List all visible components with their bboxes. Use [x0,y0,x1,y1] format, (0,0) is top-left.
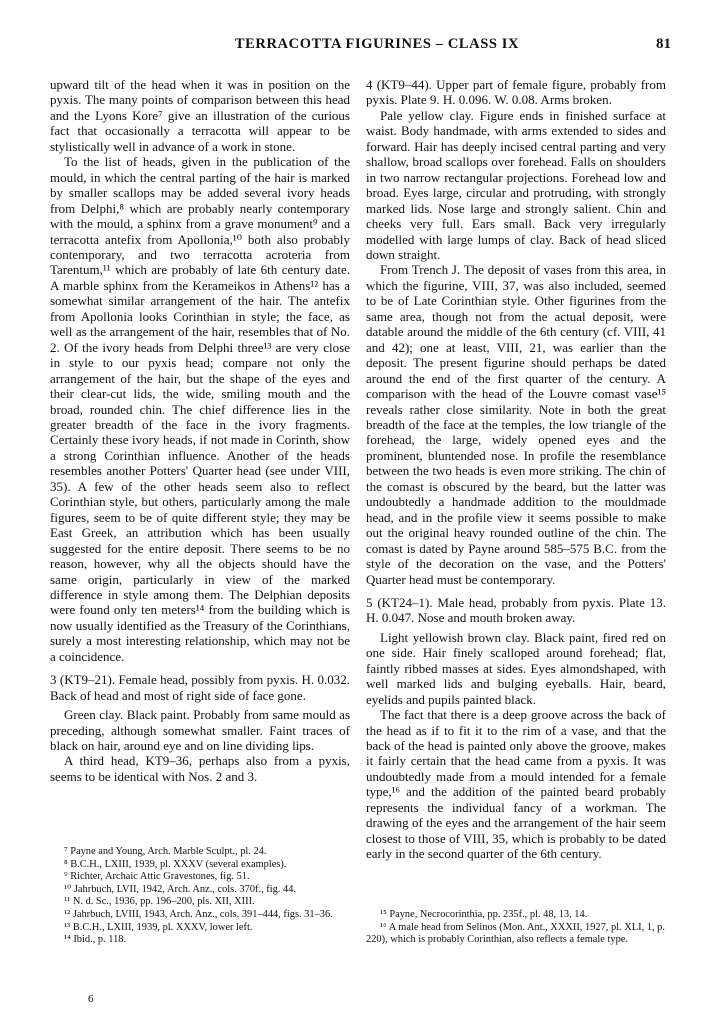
footnote: ⁷ Payne and Young, Arch. Marble Sculpt., pl. 24. [64,846,267,857]
paragraph: Light yellowish brown clay. Black paint, fired red on one side. Hair finely scalloped around forehead; flat, faintly ribbed masses at sides. Eyes almondshaped, with well marked lids and bulging eyeballs. Hair, beard, eyelids and pupils painted black. [366,629,666,707]
catalogue-entry: 4 (KT9–44). Upper part of female figure, probably from pyxis. Plate 9. H. 0.096. W. 0.08. Arms broken. [366,77,666,108]
footnote: ¹⁶ A male head from Selinos (Mon. Ant., XXXII, 1927, pl. XLI, 1, p. 220), which is probably Corinthian, also reflects a female type. [366,921,665,946]
footnote: ¹⁴ Ibid., p. 118. [64,934,127,946]
footnote: ¹³ B.C.H., LXIII, 1939, pl. XXXV, lower left. [64,921,253,933]
footnote: ⁸ B.C.H., LXIII, 1939, pl. XXXV (several examples). [64,858,287,870]
footnote: ¹² Jahrbuch, LVIII, 1943, Arch. Anz., cols. 391–444, figs. 31–36. [64,908,333,920]
footnote: ¹⁰ Jahrbuch, LVII, 1942, Arch. Anz., cols. 370f., fig. 44. [64,883,296,895]
signature-mark: 6 [88,993,94,1005]
catalogue-entry: 5 (KT24–1). Male head, probably from pyxis. Plate 13. H. 0.047. Nose and mouth broken away. [366,594,666,626]
footnote: ⁹ Richter, Archaic Attic Gravestones, fig. 51. [64,871,250,883]
footnotes-right [366,909,666,947]
running-head [0,36,714,56]
paragraph: To the list of heads, given in the publication of the mould, in which the central parting of the hair is marked by smaller scallops may be added several ivory heads from Delphi,⁸ which are probably nearly contemporary with the mould, a sphinx from a grave monument⁹ and a terracotta antefix from Apollonia,¹⁰ both also probably contemporary, and two terracotta acroteria from Tarentum,¹¹ which are probably of late 6th century date. A marble sphinx from the Kerameikos in Athens¹² has a somewhat similar arrangement of the hair. The antefix from Apollonia looks Corinthian in style; the face, as well as the arrangement of the hair, resembles that of No. 2. Of the ivory heads from Delphi three¹³ are very close in style to our pyxis head; compare not only the arrangement of the hair, but the shape of the eyes and their clear-cut lids, the wide, smiling mouth and the broad, rounded chin. The chief difference lies in the greater breadth of the face in the ivory fragments. Certainly these ivory heads, if not made in Corinth, show a strong Corinthian influence. Another of the heads resembles another Potters' Quarter head (see under VIII, 35). A few of the other heads seem also to reflect Corinthian style, but others, particularly among the male figures, seem to be of quite different style; they may be East Greek, an attribution which has been usually suggested for the entire deposit. There seems to be no reason, however, why all the objects should have the same origin, particularly in view of the marked difference in style among them. The Delphian deposits were found only ten meters¹⁴ from the building which is now usually identified as the Treasury of the Corinthians, surely a most interesting relationship, which may not be a coincidence. [50,154,350,664]
running-title: TERRACOTTA FIGURINES – CLASS IX [234,36,520,52]
paragraph: Green clay. Black paint. Probably from same mould as preceding, although somewhat smaller. Faint traces of black on hair, around eye and on line dividing lips. [50,707,350,754]
paragraph: upward tilt of the head when it was in position on the pyxis. The many points of comparison between this head and the Lyons Kore⁷ give an illustration of the curious fact that occasionally a terracotta will appear to be stylistically well in advance of a work in stone. [50,77,350,154]
catalogue-entry: 3 (KT9–21). Female head, possibly from pyxis. H. 0.032. Back of head and most of right side of face gone. [50,672,350,703]
paragraph: From Trench J. The deposit of vases from this area, in which the figurine, VIII, 37, was also included, seemed to be of Late Corinthian style. Other figurines from the same area, though not from the actual deposit, were datable around the middle of the 6th century (cf. VIII, 41 and 42); one at least, VIII, 21, was earlier than the deposit. The present figurine should perhaps be dated around the end of the first quarter of the century. A comparison with the head of the Louvre comast vase¹⁵ reveals rather close similarity. Note in both the great breadth of the face at the temples, the low triangle of the forehead, the large, widely opened eyes and the prominent, bluntended nose. In profile the resemblance between the two heads is even more striking. The chin of the comast is obscured by the beard, but the latter was undoubtedly a handmade addition to the mouldmade head, and in the profile view it seems possible to make out the original heavy rounded outline of the chin. The comast is dated by Payne around 585–575 B.C. from the style of the decoration on the vase, and the Potters' Quarter head must be contemporary. [366,262,666,587]
right-column [366,77,666,862]
paragraph: A third head, KT9–36, perhaps also from a pyxis, seems to be identical with Nos. 2 and 3. [50,753,350,784]
footnote: ¹⁵ Payne, Necrocorinthia, pp. 235f., pl. 48, 13, 14. [380,909,588,920]
footnote: ¹¹ N. d. Sc., 1936, pp. 196–200, pls. XII, XIII. [64,896,255,908]
paragraph: Pale yellow clay. Figure ends in finished surface at waist. Body handmade, with arms extended to sides and forward. Hair has deeply incised central parting and very shallow, broad scallops over forehead. Falls on shoulders in two narrow rectangular projections. Forehead low and broad. Eyes large, circular and protruding, with strongly marked lids. Nose large and strongly salient. Chin and cheeks very full. Ears small. Back very irregularly modelled with large lumps of clay. Back of head sliced down straight. [366,107,666,262]
page-number: 81 [656,36,671,52]
paragraph: The fact that there is a deep groove across the back of the head as if to fit it to the rim of a vase, and that the back of the head is painted only above the groove, makes it fairly certain that the head came from a pyxis. It was undoubtedly made from a mould intended for a female type,¹⁶ and the addition of the painted beard probably represents the individual fancy of a workman. The drawing of the eyes and the arrangement of the hair seem closest to those of VIII, 35, which is probably to be dated early in the second quarter of the 6th century. [366,707,666,862]
left-column [50,77,350,784]
footnotes-left [50,846,350,947]
